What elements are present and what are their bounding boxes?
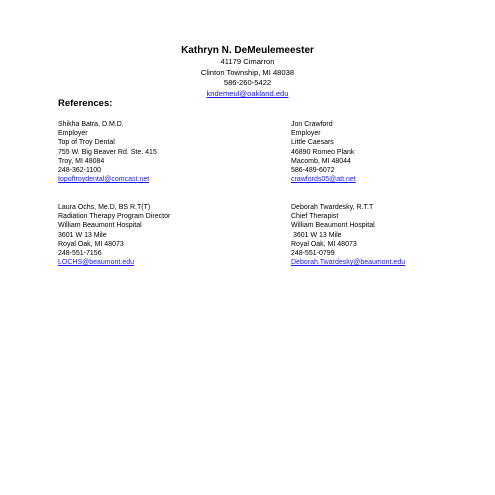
reference-phone: 248-362-1100 — [58, 167, 102, 175]
references-heading: References: — [58, 98, 113, 109]
email-link[interactable]: kndemeul@oakland.edu — [206, 88, 289, 98]
reference-organization: Little Caesars — [291, 139, 334, 147]
reference-email-link[interactable]: crawfords05@att.net — [291, 176, 356, 184]
reference-street: 46890 Romeo Plank — [291, 148, 355, 156]
reference-phone: 586-489-6072 — [291, 167, 335, 175]
reference-card — [291, 120, 491, 184]
reference-email-link[interactable]: Deborah.Twardesky@beaumont.edu — [291, 259, 406, 267]
reference-phone: 248-551-0799 — [291, 250, 335, 258]
city-state-zip: Clinton Township, MI 48038 — [200, 67, 295, 77]
reference-organization: Top of Troy Dental — [58, 139, 115, 147]
resume-header — [0, 44, 495, 99]
reference-name: Deborah Twardesky, R.T.T — [291, 204, 374, 211]
reference-name: Jon Crawford — [291, 121, 333, 128]
street-address: 41179 Cimarron — [220, 57, 275, 66]
reference-organization: William Beaumont Hospital — [291, 222, 375, 230]
reference-city: Troy, MI 48084 — [58, 157, 105, 165]
reference-email-link[interactable]: LOCHS@beaumont.edu — [58, 259, 134, 267]
reference-title: Chief Therapist — [291, 213, 339, 221]
reference-city: Royal Oak, MI 48073 — [58, 240, 124, 248]
reference-name: Shikha Batra, D.M.D. — [58, 121, 124, 128]
reference-street: 755 W. Big Beaver Rd. Ste. 415 — [58, 148, 157, 156]
reference-name: Laura Ochs, Me.D, BS R.T(T) — [58, 204, 151, 211]
phone-number: 586-260-5422 — [223, 78, 272, 88]
reference-card — [58, 203, 258, 267]
reference-title: Radiation Therapy Program Director — [58, 213, 171, 221]
applicant-name: Kathryn N. DeMeulemeester — [181, 45, 314, 56]
reference-relation: Employer — [58, 130, 88, 138]
reference-street: 3601 W 13 Mile — [291, 231, 342, 239]
reference-organization: William Beaumont Hospital — [58, 222, 142, 230]
reference-street: 3601 W 13 Mile — [58, 231, 107, 239]
reference-city: Macomb, MI 48044 — [291, 157, 351, 165]
reference-relation: Employer — [291, 130, 321, 138]
reference-city: Royal Oak, MI 48073 — [291, 240, 357, 248]
reference-card — [291, 203, 491, 267]
reference-email-link[interactable]: topoftroydental@comcast.net — [58, 176, 150, 184]
reference-card — [58, 120, 258, 184]
reference-phone: 248-551-7156 — [58, 250, 102, 258]
